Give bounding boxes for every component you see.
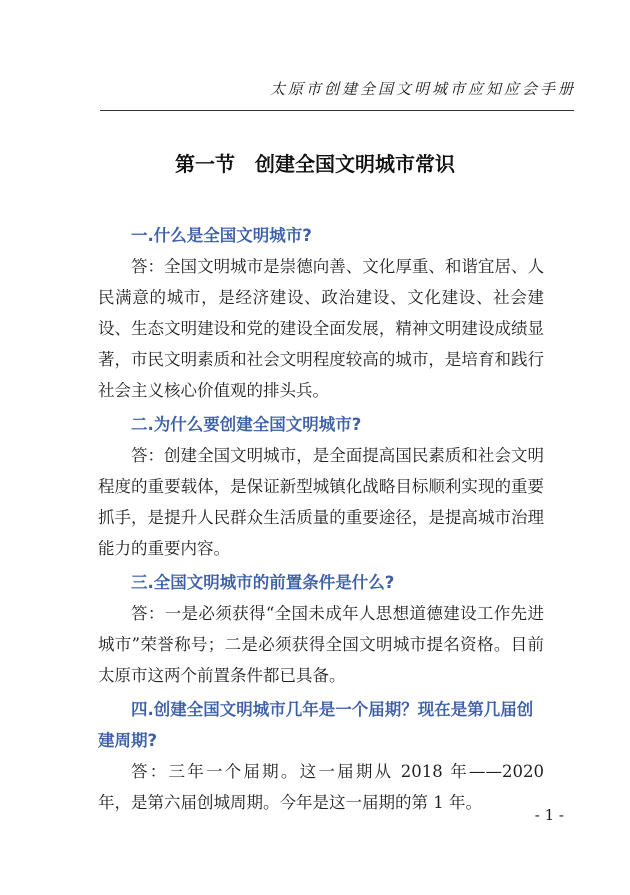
answer-3: 答：一是必须获得“全国未成年人思想道德建设工作先进城市”荣誉称号；二是必须获得全国文明城市提名资格。目前太原市这两个前置条件都已具备。 <box>98 604 544 685</box>
answer-1: 答：全国文明城市是崇德向善、文化厚重、和谐宜居、人民满意的城市，是经济建设、政治建设、文化建设、社会建设、生态文明建设和党的建设全面发展，精神文明建设成绩显著，市民文明素质和社会文明程度较高的城市，是培育和践行社会主义核心价值观的排头兵。 <box>98 257 544 400</box>
running-header: 太原市创建全国文明城市应知应会手册 <box>269 80 576 98</box>
section-title: 第一节 创建全国文明城市常识 <box>175 152 455 176</box>
qa-body <box>98 220 544 821</box>
header-divider <box>100 110 574 111</box>
question-3: 三.全国文明城市的前置条件是什么? <box>131 573 395 592</box>
question-1: 一.什么是全国文明城市? <box>131 226 312 245</box>
answer-4: 答：三年一个届期。这一届期从 2018 年——2020 年，是第六届创城周期。今年是这一届期的第 1 年。 <box>98 762 544 812</box>
question-2: 二.为什么要创建全国文明城市? <box>131 415 362 434</box>
question-4: 四.创建全国文明城市几年是一个届期？现在是第几届创建周期? <box>98 700 534 750</box>
answer-2: 答：创建全国文明城市，是全面提高国民素质和社会文明程度的重要载体，是保证新型城镇化战略目标顺利实现的重要抓手，是提升人民群众生活质量的重要途径，是提高城市治理能力的重要内容。 <box>98 446 544 558</box>
page-number: - 1 - <box>534 806 564 824</box>
